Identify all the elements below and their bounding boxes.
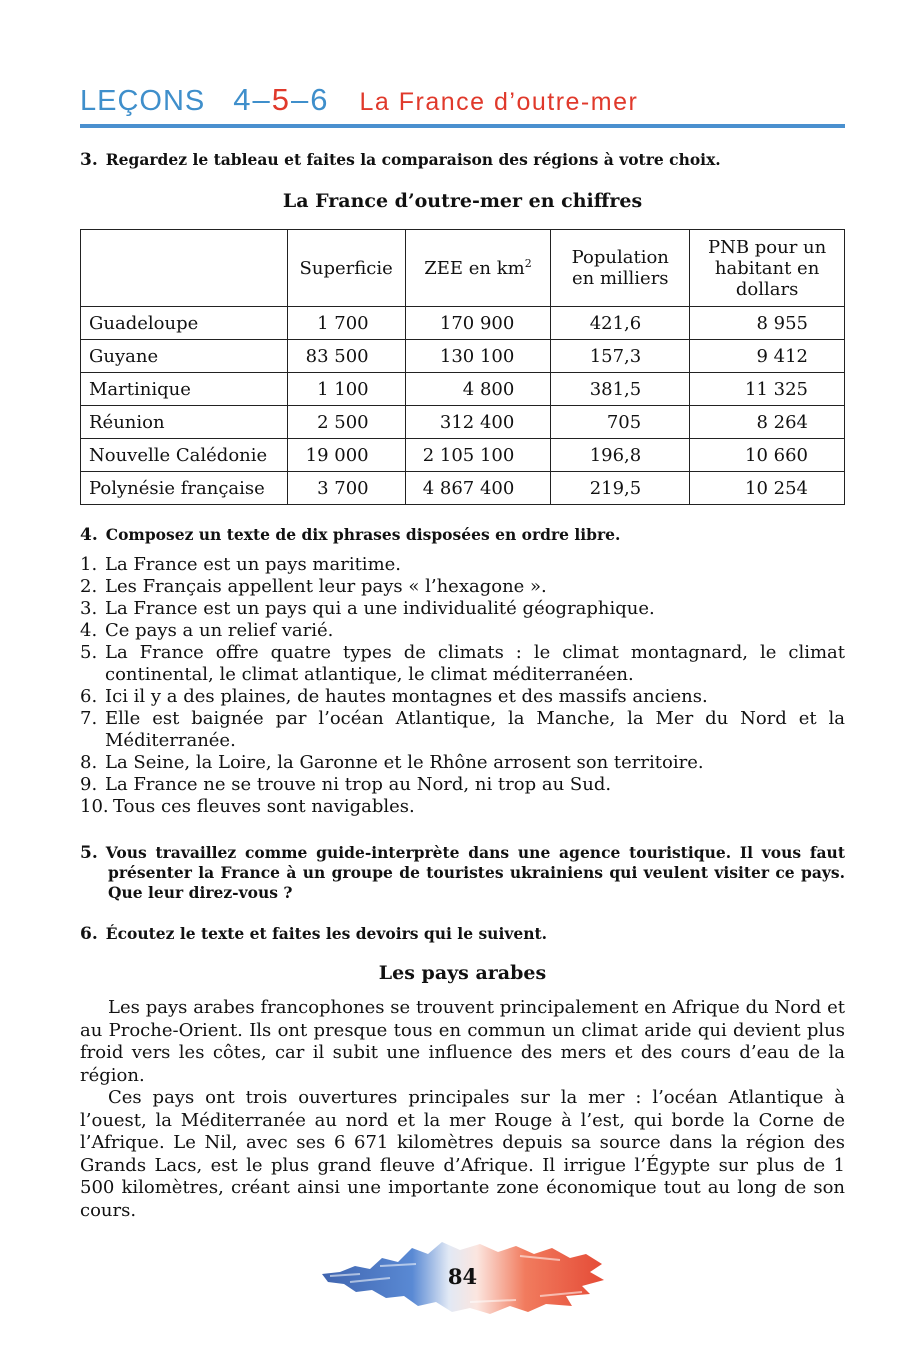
list-item-number: 9. bbox=[80, 774, 98, 795]
task-5-body bbox=[80, 843, 845, 903]
table-row bbox=[81, 406, 845, 439]
task-6 bbox=[80, 924, 845, 944]
superficie-cell: 3 700 bbox=[287, 472, 405, 505]
list-item-number: 5. bbox=[80, 642, 98, 663]
lesson-title: La France d’outre-mer bbox=[359, 88, 639, 116]
zee-cell: 4 800 bbox=[405, 373, 551, 406]
list-item-text: Ce pays a un relief varié. bbox=[105, 620, 334, 641]
page-footer bbox=[320, 1236, 605, 1316]
reading-text bbox=[80, 997, 845, 1222]
population-cell: 157,3 bbox=[551, 340, 690, 373]
page-number: 84 bbox=[447, 1264, 478, 1289]
header-pnb bbox=[690, 230, 845, 307]
task-5 bbox=[80, 843, 845, 903]
pnb-cell: 8 264 bbox=[690, 406, 845, 439]
header-zee bbox=[405, 230, 551, 307]
list-item bbox=[80, 554, 845, 576]
list-item bbox=[80, 620, 845, 642]
zee-cell: 130 100 bbox=[405, 340, 551, 373]
list-item-text: La France ne se trouve ni trop au Nord, ni trop au Sud. bbox=[105, 774, 612, 795]
task-number: 3. bbox=[80, 150, 98, 170]
table-body bbox=[81, 307, 845, 505]
list-item bbox=[80, 576, 845, 598]
list-item bbox=[80, 774, 845, 796]
task-3 bbox=[80, 150, 845, 170]
table-row bbox=[81, 373, 845, 406]
list-item-number: 8. bbox=[80, 752, 98, 773]
list-item-text: Ici il y a des plaines, de hautes montagnes et des massifs anciens. bbox=[105, 686, 708, 707]
pnb-cell: 9 412 bbox=[690, 340, 845, 373]
list-item-text: La France est un pays qui a une individualité géographique. bbox=[105, 598, 655, 619]
list-item bbox=[80, 642, 845, 686]
task-number: 5. bbox=[80, 843, 98, 863]
table-row bbox=[81, 340, 845, 373]
header-population-line2: en milliers bbox=[571, 268, 669, 289]
region-name: Polynésie française bbox=[81, 472, 288, 505]
header-zee-superscript: 2 bbox=[524, 256, 532, 270]
list-item-text: Tous ces fleuves sont navigables. bbox=[113, 796, 415, 817]
data-table bbox=[80, 229, 845, 505]
list-item bbox=[80, 708, 845, 752]
header-rule bbox=[80, 124, 845, 128]
lesson-numbers bbox=[233, 82, 329, 117]
reading-paragraph-1: Les pays arabes francophones se trouvent principalement en Afrique du Nord et au Proche-Orient. Ils ont presque tous en commun un climat aride qui devient plus froid vers les côtes, car il subit une influence des mers et des cours d’eau de la région. bbox=[80, 997, 845, 1086]
list-item-text: Elle est baignée par l’océan Atlantique, la Manche, la Mer du Nord et la Méditerranée. bbox=[105, 708, 845, 751]
region-name: Réunion bbox=[81, 406, 288, 439]
table-caption: La France d’outre-mer en chiffres bbox=[282, 190, 643, 212]
lesson-label: LEÇONS bbox=[80, 85, 206, 117]
list-item bbox=[80, 752, 845, 774]
task-4 bbox=[80, 525, 845, 545]
list-item-number: 6. bbox=[80, 686, 98, 707]
region-name: Martinique bbox=[81, 373, 288, 406]
task-text: Écoutez le texte et faites les devoirs qui le suivent. bbox=[105, 924, 548, 943]
population-cell: 421,6 bbox=[551, 307, 690, 340]
list-item-number: 7. bbox=[80, 708, 98, 729]
header-pnb-line1: PNB pour un bbox=[707, 236, 827, 258]
population-cell: 381,5 bbox=[551, 373, 690, 406]
superficie-cell: 2 500 bbox=[287, 406, 405, 439]
header-empty bbox=[81, 230, 288, 307]
reading-paragraph-2: Ces pays ont trois ouvertures principales sur la mer : l’océan Atlantique à l’ouest, la Méditerranée au nord et la mer Rouge à l’est, qui borde la Corne de l’Afrique. Le Nil, avec ses 6 671 kilomètres depuis sa source dans la région des Grands Lacs, est le plus grand fleuve d’Afrique. Il irrigue l’Égypte sur plus de 1 500 kilomètres, créant ainsi une importante zone économique tout au long de son cours. bbox=[80, 1087, 845, 1221]
population-cell: 705 bbox=[551, 406, 690, 439]
pnb-cell: 11 325 bbox=[690, 373, 845, 406]
list-item-number: 2. bbox=[80, 576, 98, 597]
list-item-text: Les Français appellent leur pays « l’hexagone ». bbox=[105, 576, 547, 597]
superficie-cell: 19 000 bbox=[287, 439, 405, 472]
lesson-number-5: 5 bbox=[271, 82, 291, 117]
table-row bbox=[81, 439, 845, 472]
task-number: 4. bbox=[80, 525, 98, 545]
header-zee-label: ZEE en km bbox=[424, 257, 525, 279]
pnb-cell: 10 254 bbox=[690, 472, 845, 505]
header-superficie: Superficie bbox=[287, 230, 405, 307]
task-text: Composez un texte de dix phrases disposées en ordre libre. bbox=[105, 525, 621, 544]
pnb-cell: 8 955 bbox=[690, 307, 845, 340]
lesson-number-4: 4– bbox=[233, 82, 272, 117]
list-item-number: 3. bbox=[80, 598, 98, 619]
header-population bbox=[551, 230, 690, 307]
list-item-number: 1. bbox=[80, 554, 98, 575]
region-name: Nouvelle Calédonie bbox=[81, 439, 288, 472]
pnb-cell: 10 660 bbox=[690, 439, 845, 472]
lesson-number-6: –6 bbox=[291, 82, 330, 117]
list-item-text: La Seine, la Loire, la Garonne et le Rhône arrosent son territoire. bbox=[105, 752, 704, 773]
region-name: Guyane bbox=[81, 340, 288, 373]
task-text: Vous travaillez comme guide-interprète dans une agence touristique. Il vous faut présenter la France à un groupe de touristes ukrainiens qui veulent visiter ce pays. Que leur direz-vous ? bbox=[105, 843, 845, 902]
list-item bbox=[80, 686, 845, 708]
list-item bbox=[80, 598, 845, 620]
region-name: Guadeloupe bbox=[81, 307, 288, 340]
list-item-text: La France offre quatre types de climats : le climat montagnard, le climat continental, le climat atlantique, le climat méditerranéen. bbox=[105, 642, 845, 685]
zee-cell: 312 400 bbox=[405, 406, 551, 439]
reading-title: Les pays arabes bbox=[378, 962, 547, 984]
population-cell: 219,5 bbox=[551, 472, 690, 505]
table-row bbox=[81, 472, 845, 505]
zee-cell: 2 105 100 bbox=[405, 439, 551, 472]
table-header-row bbox=[81, 230, 845, 307]
superficie-cell: 1 100 bbox=[287, 373, 405, 406]
list-item-number: 4. bbox=[80, 620, 98, 641]
task-text: Regardez le tableau et faites la comparaison des régions à votre choix. bbox=[105, 150, 721, 169]
zee-cell: 4 867 400 bbox=[405, 472, 551, 505]
header-population-line1: Population bbox=[571, 247, 669, 268]
lesson-header bbox=[80, 82, 845, 122]
header-pnb-line3: dollars bbox=[735, 278, 799, 300]
superficie-cell: 83 500 bbox=[287, 340, 405, 373]
sentence-list bbox=[80, 554, 845, 818]
list-item-text: La France est un pays maritime. bbox=[105, 554, 402, 575]
table-row bbox=[81, 307, 845, 340]
population-cell: 196,8 bbox=[551, 439, 690, 472]
list-item bbox=[80, 796, 845, 818]
superficie-cell: 1 700 bbox=[287, 307, 405, 340]
header-pnb-line2: habitant en bbox=[714, 257, 820, 279]
zee-cell: 170 900 bbox=[405, 307, 551, 340]
list-item-number: 10. bbox=[80, 796, 109, 817]
task-number: 6. bbox=[80, 924, 98, 944]
